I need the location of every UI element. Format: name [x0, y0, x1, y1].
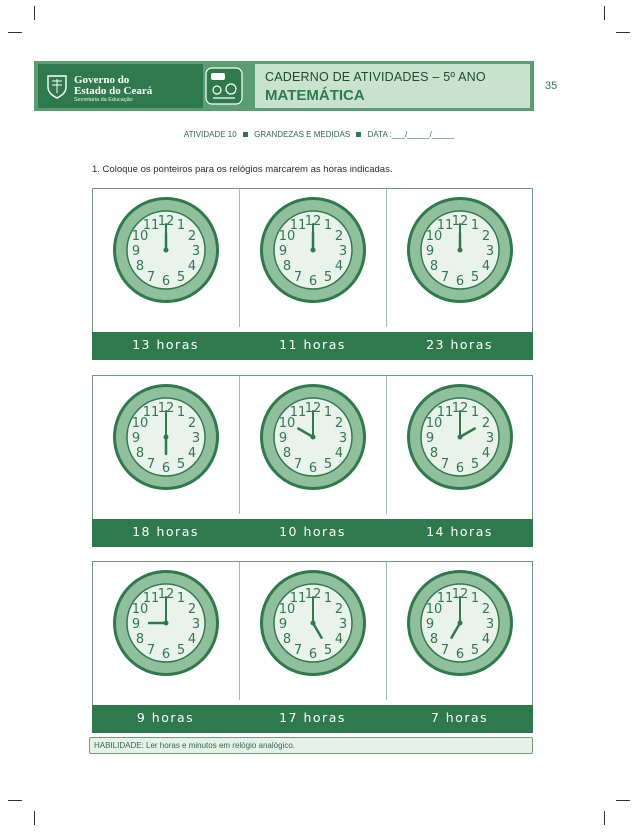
subject-title: MATEMÁTICA — [265, 87, 365, 104]
clock-number: 8 — [135, 632, 145, 647]
clock-number: 11 — [289, 405, 307, 421]
clock-number: 9 — [425, 617, 435, 632]
clock-number: 11 — [289, 591, 307, 607]
clock-number: 9 — [425, 244, 435, 259]
clock-number: 6 — [161, 647, 171, 662]
clock-number: 9 — [131, 431, 141, 446]
clock-number: 7 — [293, 642, 303, 658]
date-field[interactable]: DATA :___/_____/_____ — [367, 130, 455, 139]
clock-number: 8 — [282, 632, 292, 647]
clock-number: 10 — [425, 602, 443, 617]
clock-number: 11 — [289, 218, 307, 234]
clock-row — [92, 375, 533, 547]
crop-mark — [604, 811, 605, 825]
clock-number: 6 — [308, 647, 318, 662]
label-band — [92, 705, 533, 733]
clock-label: 13 horas — [132, 337, 199, 352]
clock-number: 12 — [451, 401, 469, 416]
clock-number: 3 — [338, 431, 348, 446]
clock-number: 6 — [308, 461, 318, 476]
clock-number: 9 — [278, 617, 288, 632]
clock-center — [458, 621, 463, 626]
clock-number: 9 — [131, 244, 141, 259]
clock-number: 3 — [485, 244, 495, 259]
clock-number: 3 — [485, 617, 495, 632]
document-title: CADERNO DE ATIVIDADES – 5º ANO — [265, 70, 486, 84]
clock-face[interactable] — [258, 568, 368, 678]
clock-number: 9 — [278, 431, 288, 446]
divider — [386, 562, 387, 700]
divider — [386, 376, 387, 514]
clock-number: 4 — [334, 632, 344, 647]
clock-face[interactable] — [405, 195, 515, 305]
clock-center — [311, 248, 316, 253]
clock-number: 10 — [131, 416, 149, 431]
clock-number: 10 — [278, 602, 296, 617]
separator-square — [243, 132, 248, 137]
clock-number: 5 — [176, 269, 186, 285]
clock-number: 7 — [440, 269, 450, 285]
clock-label: 9 horas — [136, 710, 195, 725]
clock-number: 12 — [157, 587, 175, 602]
clock-number: 7 — [293, 269, 303, 285]
clock-number: 5 — [323, 269, 333, 285]
crop-mark — [8, 32, 22, 33]
clock-number: 5 — [176, 456, 186, 472]
question-text: 1. Coloque os ponteiros para os relógios marcarem as horas indicadas. — [92, 164, 393, 175]
clock-number: 7 — [146, 456, 156, 472]
clock-row — [92, 188, 533, 360]
clock-number: 6 — [161, 461, 171, 476]
clock-number: 4 — [187, 632, 197, 647]
clock-label: 18 horas — [132, 524, 199, 539]
clock-number: 7 — [146, 642, 156, 658]
clock-label: 7 horas — [430, 710, 489, 725]
clock-number: 10 — [131, 602, 149, 617]
clock-number: 7 — [440, 642, 450, 658]
clock-number: 10 — [425, 416, 443, 431]
clock-number: 9 — [278, 244, 288, 259]
secretaria-label: Secretaria da Educação — [74, 97, 133, 103]
clock-face[interactable] — [111, 568, 221, 678]
clock-face[interactable] — [405, 382, 515, 492]
crop-mark — [616, 800, 630, 801]
clock-number: 1 — [176, 218, 186, 234]
clock-center — [164, 248, 169, 253]
clock-number: 1 — [323, 405, 333, 421]
crop-mark — [616, 32, 630, 33]
clock-number: 3 — [191, 244, 201, 259]
government-name-line2: Estado do Ceará — [74, 85, 153, 97]
clock-number: 2 — [334, 602, 344, 617]
clock-number: 10 — [425, 229, 443, 244]
clock-label: 11 horas — [279, 337, 346, 352]
clock-number: 5 — [470, 456, 480, 472]
skill-box: HABILIDADE: Ler horas e minutos em relógio analógico. — [89, 737, 533, 754]
clock-number: 12 — [304, 401, 322, 416]
clock-number: 4 — [187, 259, 197, 274]
page-header — [34, 61, 534, 111]
clock-label: 23 horas — [426, 337, 493, 352]
paic-logo-icon — [205, 67, 243, 105]
clock-number: 8 — [135, 446, 145, 461]
clock-number: 2 — [481, 416, 491, 431]
clock-number: 2 — [334, 229, 344, 244]
divider — [239, 189, 240, 327]
clock-center — [458, 435, 463, 440]
clock-face[interactable] — [258, 382, 368, 492]
clock-number: 8 — [429, 259, 439, 274]
crop-mark — [8, 800, 22, 801]
label-band — [92, 519, 533, 547]
clock-number: 5 — [470, 269, 480, 285]
activity-info — [0, 130, 638, 139]
clock-number: 5 — [323, 642, 333, 658]
clock-number: 8 — [282, 259, 292, 274]
clock-number: 10 — [278, 416, 296, 431]
clock-number: 6 — [455, 274, 465, 289]
clock-number: 11 — [142, 591, 160, 607]
clock-number: 3 — [191, 617, 201, 632]
clock-number: 1 — [323, 218, 333, 234]
activity-number: ATIVIDADE 10 — [183, 130, 237, 139]
label-band — [92, 332, 533, 360]
clock-number: 3 — [191, 431, 201, 446]
clock-number: 12 — [157, 214, 175, 229]
government-name-line1: Governo do — [74, 74, 130, 86]
clock-number: 5 — [323, 456, 333, 472]
clock-number: 11 — [436, 218, 454, 234]
activity-topic: GRANDEZAS E MEDIDAS — [254, 130, 351, 139]
clock-number: 11 — [436, 591, 454, 607]
clock-row — [92, 561, 533, 733]
clock-number: 3 — [338, 244, 348, 259]
clock-number: 6 — [455, 461, 465, 476]
divider — [239, 376, 240, 514]
clock-number: 2 — [481, 602, 491, 617]
clock-number: 9 — [425, 431, 435, 446]
clock-number: 1 — [470, 405, 480, 421]
clock-face[interactable] — [258, 195, 368, 305]
clock-number: 5 — [176, 642, 186, 658]
clock-face[interactable] — [111, 195, 221, 305]
clock-number: 8 — [135, 259, 145, 274]
clock-number: 1 — [470, 218, 480, 234]
clock-label: 10 horas — [279, 524, 346, 539]
crest-icon — [46, 73, 68, 99]
clock-number: 1 — [470, 591, 480, 607]
clock-number: 4 — [334, 259, 344, 274]
clock-number: 1 — [323, 591, 333, 607]
clock-number: 7 — [440, 456, 450, 472]
clock-number: 1 — [176, 405, 186, 421]
clock-center — [164, 621, 169, 626]
clock-number: 12 — [157, 401, 175, 416]
clock-number: 3 — [485, 431, 495, 446]
clock-number: 2 — [187, 602, 197, 617]
clock-number: 12 — [451, 587, 469, 602]
clock-number: 4 — [481, 446, 491, 461]
clock-number: 8 — [282, 446, 292, 461]
clock-face[interactable] — [111, 382, 221, 492]
clock-center — [311, 435, 316, 440]
divider — [239, 562, 240, 700]
clock-number: 8 — [429, 446, 439, 461]
clock-number: 2 — [481, 229, 491, 244]
clock-number: 6 — [455, 647, 465, 662]
clock-number: 6 — [308, 274, 318, 289]
clock-face[interactable] — [405, 568, 515, 678]
clock-number: 12 — [451, 214, 469, 229]
crop-mark — [34, 811, 35, 825]
clock-number: 2 — [187, 229, 197, 244]
clock-number: 11 — [436, 405, 454, 421]
clock-number: 4 — [334, 446, 344, 461]
clock-label: 17 horas — [279, 710, 346, 725]
clock-number: 12 — [304, 214, 322, 229]
clock-number: 4 — [481, 259, 491, 274]
clock-number: 8 — [429, 632, 439, 647]
clock-number: 9 — [131, 617, 141, 632]
page-number: 35 — [545, 80, 558, 92]
separator-square — [356, 132, 361, 137]
clock-number: 2 — [187, 416, 197, 431]
clock-center — [458, 248, 463, 253]
clock-number: 4 — [481, 632, 491, 647]
title-box — [255, 64, 530, 108]
clock-number: 7 — [293, 456, 303, 472]
clock-number: 12 — [304, 587, 322, 602]
clock-number: 1 — [176, 591, 186, 607]
clock-number: 11 — [142, 218, 160, 234]
clock-center — [311, 621, 316, 626]
clock-number: 10 — [131, 229, 149, 244]
clock-number: 11 — [142, 405, 160, 421]
clock-center — [164, 435, 169, 440]
crop-mark — [604, 6, 605, 20]
crop-mark — [34, 6, 35, 20]
clock-number: 5 — [470, 642, 480, 658]
clock-number: 2 — [334, 416, 344, 431]
clock-label: 14 horas — [426, 524, 493, 539]
clock-number: 6 — [161, 274, 171, 289]
divider — [386, 189, 387, 327]
government-logo — [38, 64, 203, 108]
clock-number: 10 — [278, 229, 296, 244]
clock-number: 3 — [338, 617, 348, 632]
clock-number: 4 — [187, 446, 197, 461]
clock-number: 7 — [146, 269, 156, 285]
